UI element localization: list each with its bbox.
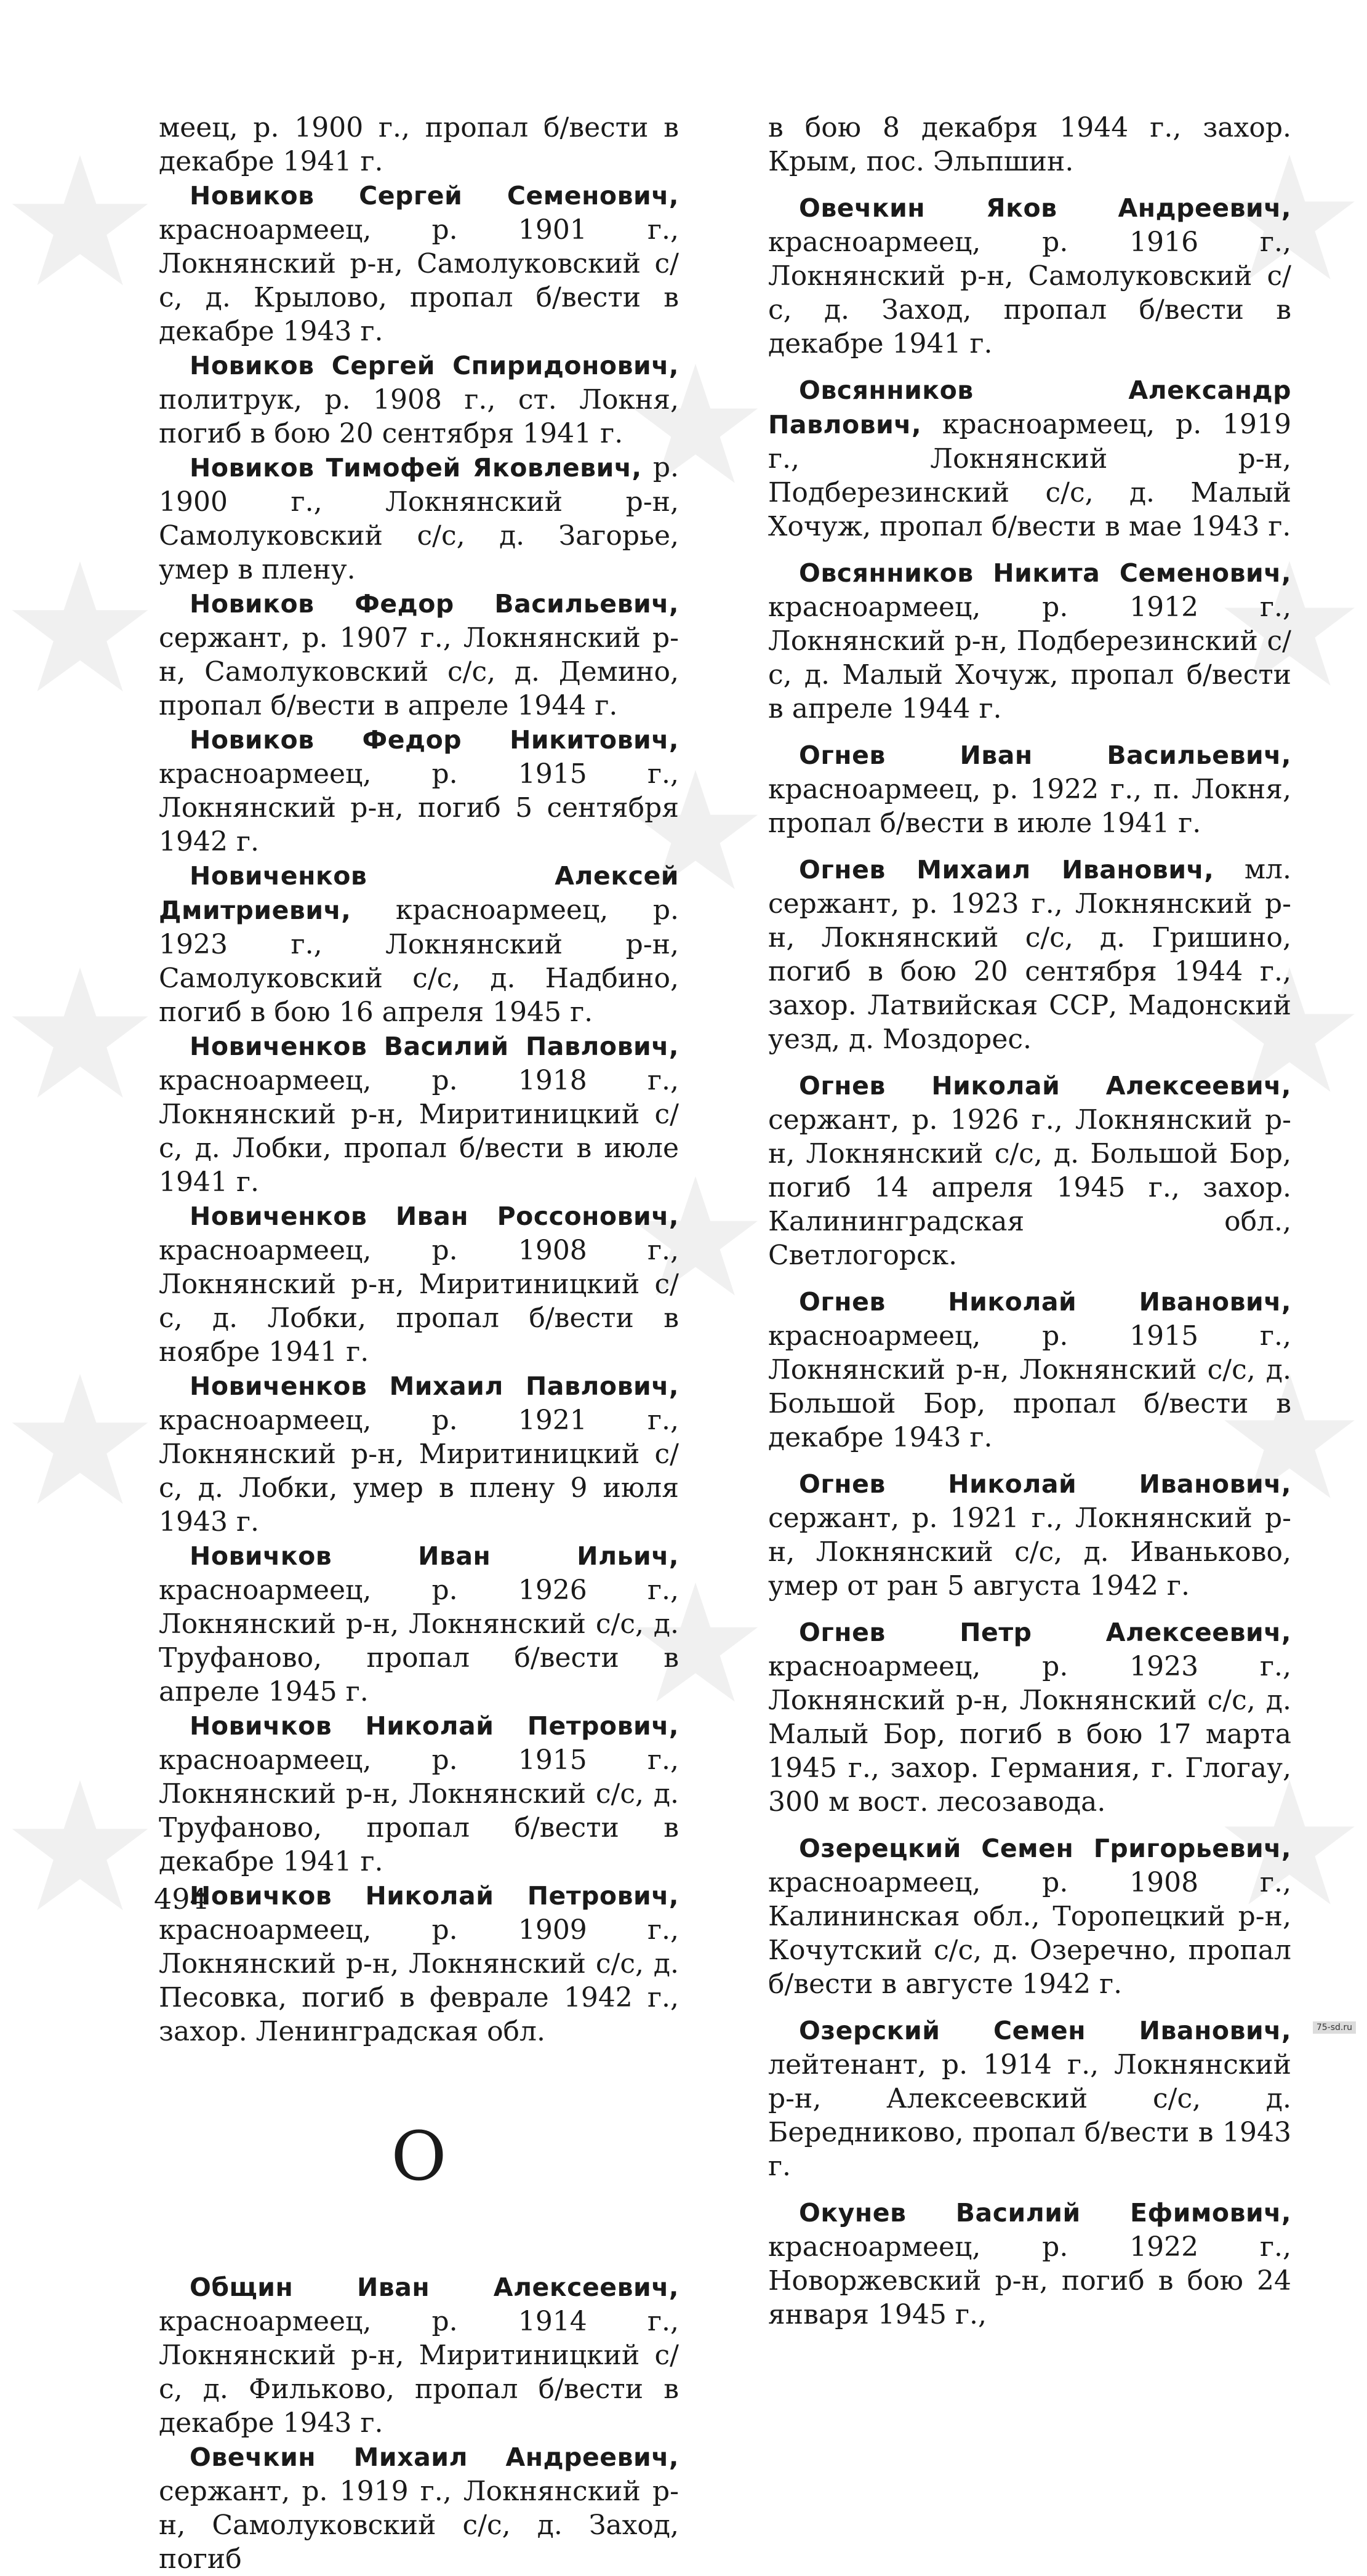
entry-name: Овечкин Яков Андреевич, <box>799 193 1291 223</box>
entry <box>768 1615 1291 1819</box>
entry-name: Огнев Иван Васильевич, <box>799 740 1291 770</box>
entry-text: красноармеец, р. 1915 г., Локнянский р-н, погиб 5 сентября 1942 г. <box>159 758 679 857</box>
entry <box>768 373 1291 544</box>
entry-text: красноармеец, р. 1914 г., Локнянский р-н, Миритиницкий с/с, д. Фильково, пропал б/вести в декабре 1943 г. <box>159 2306 679 2439</box>
entry-text: красноармеец, р. 1915 г., Локнянский р-н, Локнянский с/с, д. Большой Бор, пропал б/вести в декабре 1943 г. <box>768 1320 1291 1453</box>
entry <box>159 1369 679 1539</box>
entry-text: красноармеец, р. 1923 г., Локнянский р-н, Локнянский с/с, д. Малый Бор, погиб в бою 17 марта 1945 г., захор. Германия, г. Глогау, 300 м вост. лесозавода. <box>768 1651 1291 1818</box>
entry-text: красноармеец, р. 1909 г., Локнянский р-н, Локнянский с/с, д. Песовка, погиб в феврале 1942 г., захор. Ленинградская обл. <box>159 1914 679 2047</box>
entry <box>159 111 679 179</box>
entry <box>768 2196 1291 2332</box>
entry <box>159 587 679 723</box>
entry-text: красноармеец, р. 1926 г., Локнянский р-н, Локнянский с/с, д. Труфаново, пропал б/вести в апреле 1945 г. <box>159 1575 679 1707</box>
left-entries-after-letter <box>159 2270 679 2576</box>
entry-name: Новиков Сергей Спиридонович, <box>190 351 679 380</box>
right-column <box>768 111 1291 2332</box>
entry-name: Новичков Иван Ильич, <box>190 1541 679 1571</box>
entry <box>159 1539 679 1709</box>
entry <box>159 2440 679 2576</box>
entry-text: сержант, р. 1926 г., Локнянский р-н, Локнянский с/с, д. Большой Бор, погиб 14 апреля 1945 г., захор. Калининградская обл., Светлогорск. <box>768 1104 1291 1271</box>
entry <box>159 451 679 587</box>
entry-text: красноармеец, р. 1918 г., Локнянский р-н, Миритиницкий с/с, д. Лобки, пропал б/вести в июле 1941 г. <box>159 1065 679 1198</box>
watermark-star-icon <box>6 554 154 702</box>
entry-name: Новичков Николай Петрович, <box>190 1711 679 1741</box>
entry <box>159 179 679 348</box>
entry <box>159 1709 679 1879</box>
entry-text: красноармеец, р. 1915 г., Локнянский р-н, Локнянский с/с, д. Труфаново, пропал б/вести в декабре 1941 г. <box>159 1744 679 1877</box>
section-letter: О <box>391 2117 447 2196</box>
entry-name: Огнев Петр Алексеевич, <box>799 1618 1291 1647</box>
entry-text: красноармеец, р. 1923 г., Локнянский р-н, Самолуковский с/с, д. Надбино, погиб в бою 16 апреля 1945 г. <box>159 894 679 1028</box>
entry-name: Огнев Николай Иванович, <box>799 1287 1291 1317</box>
entry-text: красноармеец, р. 1922 г., Новоржевский р-н, погиб в бою 24 января 1945 г., <box>768 2231 1291 2330</box>
entry <box>768 1285 1291 1455</box>
entry-text: сержант, р. 1921 г., Локнянский р-н, Локнянский с/с, д. Иваньково, умер от ран 5 августа 1942 г. <box>768 1503 1291 1602</box>
entry <box>768 738 1291 840</box>
entry-text: мл. сержант, р. 1923 г., Локнянский р-н, Локнянский с/с, д. Гришино, погиб в бою 20 сентября 1944 г., захор. Латвийская ССР, Мадонский уезд, д. Моздорес. <box>768 854 1291 1055</box>
entry-name: Овечкин Михаил Андреевич, <box>190 2442 679 2472</box>
entry-name: Новиков Тимофей Яковлевич, <box>190 453 642 483</box>
entry <box>768 111 1291 179</box>
entry-text: красноармеец, р. 1921 г., Локнянский р-н, Миритиницкий с/с, д. Лобки, умер в плену 9 июля 1943 г. <box>159 1405 679 1538</box>
entry-text: политрук, р. 1908 г., ст. Локня, погиб в бою 20 сентября 1941 г. <box>159 384 679 449</box>
entry-name: Новиченков Алексей Дмитриевич, <box>159 861 679 925</box>
page-number: 494 <box>154 1882 208 1916</box>
entry-text: меец, р. 1900 г., пропал б/вести в декабре 1941 г. <box>159 112 679 177</box>
entry-text: красноармеец, р. 1916 г., Локнянский р-н, Самолуковский с/с, д. Заход, пропал б/вести в декабре 1941 г. <box>768 227 1291 359</box>
left-entries <box>159 111 679 2048</box>
entry <box>159 2270 679 2440</box>
entry-name: Окунев Василий Ефимович, <box>799 2198 1291 2228</box>
entry-name: Новиков Сергей Семенович, <box>190 181 679 211</box>
entry <box>159 1879 679 2048</box>
entry <box>159 859 679 1029</box>
entry <box>159 348 679 451</box>
entry <box>768 1069 1291 1272</box>
watermark-star-icon <box>6 1773 154 1920</box>
entry-text: красноармеец, р. 1912 г., Локнянский р-н, Подберезинский с/с, д. Малый Хочуж, пропал б/вести в апреле 1944 г. <box>768 592 1291 724</box>
entry <box>159 1029 679 1199</box>
entry-name: Озерецкий Семен Григорьевич, <box>799 1834 1291 1863</box>
entry-name: Огнев Николай Иванович, <box>799 1469 1291 1499</box>
entry-text: сержант, р. 1919 г., Локнянский р-н, Самолуковский с/с, д. Заход, погиб <box>159 2476 679 2575</box>
corner-stamp: 75-sd.ru <box>1313 2021 1356 2034</box>
entry-name: Новиченков Михаил Павлович, <box>190 1371 679 1401</box>
entry-name: Новиченков Василий Павлович, <box>190 1032 679 1061</box>
entry-text: р. 1900 г., Локнянский р-н, Самолуковский с/с, д. Загорье, умер в плену. <box>159 452 679 585</box>
entry-name: Новиков Федор Васильевич, <box>190 589 679 619</box>
entry-text: лейтенант, р. 1914 г., Локнянский р-н, Алексеевский с/с, д. Бередниково, пропал б/вести в 1943 г. <box>768 2049 1291 2182</box>
entry-text: сержант, р. 1907 г., Локнянский р-н, Самолуковский с/с, д. Демино, пропал б/вести в апреле 1944 г. <box>159 622 679 721</box>
entry-name: Огнев Михаил Иванович, <box>799 855 1214 885</box>
entry-text: красноармеец, р. 1919 г., Локнянский р-н, Подберезинский с/с, д. Малый Хочуж, пропал б/вести в мае 1943 г. <box>768 409 1291 542</box>
entry-name: Огнев Николай Алексеевич, <box>799 1071 1291 1101</box>
watermark-star-icon <box>6 1366 154 1514</box>
entry <box>768 556 1291 726</box>
entry <box>159 1199 679 1369</box>
entry-text: красноармеец, р. 1908 г., Калининская обл., Торопецкий р-н, Кочутский с/с, д. Озеречно, пропал б/вести в августе 1942 г. <box>768 1867 1291 2000</box>
right-entries <box>768 111 1291 2332</box>
entry-text: красноармеец, р. 1908 г., Локнянский р-н, Миритиницкий с/с, д. Лобки, пропал б/вести в ноябре 1941 г. <box>159 1235 679 1368</box>
entry-text: в бою 8 декабря 1944 г., захор. Крым, пос. Эльпшин. <box>768 112 1291 177</box>
entry-name: Новиков Федор Никитович, <box>190 725 679 755</box>
entry <box>768 2013 1291 2183</box>
watermark-star-icon <box>6 148 154 295</box>
entry <box>768 853 1291 1056</box>
entry-name: Новичков Николай Петрович, <box>190 1881 679 1911</box>
left-column <box>159 111 679 2576</box>
entry <box>159 723 679 859</box>
entry <box>768 1467 1291 1603</box>
watermark-star-icon <box>6 960 154 1108</box>
entry <box>768 1831 1291 2001</box>
entry-text: красноармеец, р. 1922 г., п. Локня, пропал б/вести в июле 1941 г. <box>768 774 1291 839</box>
entry-name: Овсянников Никита Семенович, <box>799 558 1291 588</box>
entry-name: Общин Иван Алексеевич, <box>190 2273 679 2302</box>
entry-name: Овсянников Александр Павлович, <box>768 375 1291 439</box>
entry-name: Новиченков Иван Россонович, <box>190 1202 679 1231</box>
entry-text: красноармеец, р. 1901 г., Локнянский р-н, Самолуковский с/с, д. Крылово, пропал б/вести в декабре 1943 г. <box>159 214 679 347</box>
entry <box>768 191 1291 361</box>
entry-name: Озерский Семен Иванович, <box>799 2016 1291 2045</box>
